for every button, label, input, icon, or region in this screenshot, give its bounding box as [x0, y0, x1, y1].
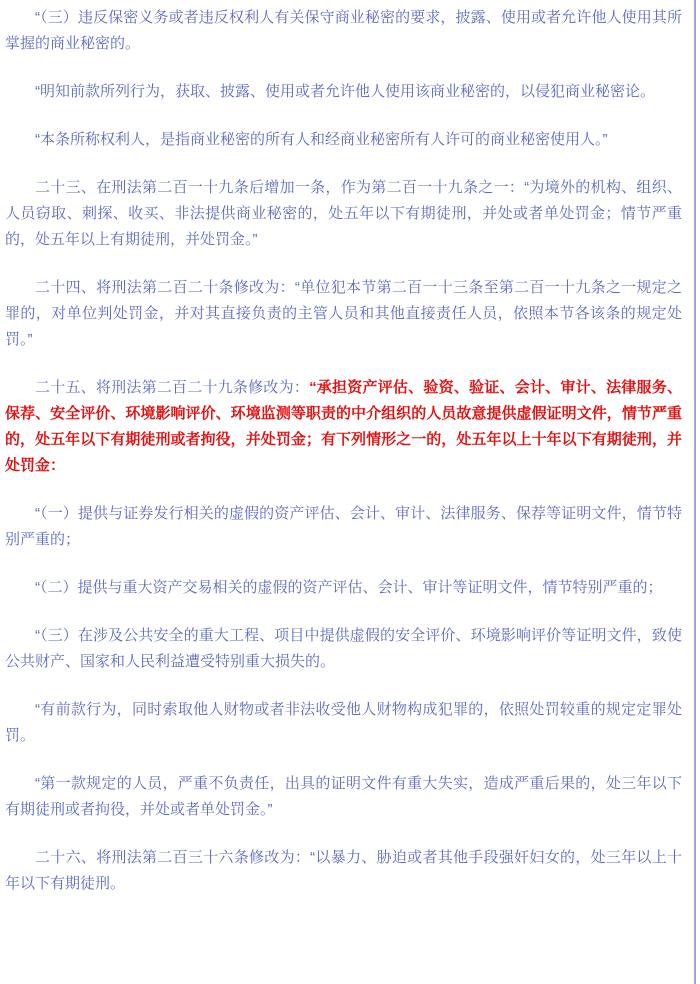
text-segment: 二十六、将刑法第二百三十六条修改为：“以暴力、胁迫或者其他手段强奸妇女的，处三年以上十年以下有期徒刑。 [5, 849, 682, 892]
table-right-border-line [694, 0, 696, 984]
paragraph [5, 623, 682, 675]
paragraph [5, 79, 682, 105]
paragraph [5, 575, 682, 601]
paragraph [5, 5, 682, 57]
text-segment: “有前款行为，同时索取他人财物或者非法收受他人财物构成犯罪的，依照处罚较重的规定定罪处罚。 [5, 701, 682, 744]
text-segment: “第一款规定的人员，严重不负责任，出具的证明文件有重大失实，造成严重后果的，处三年以下有期徒刑或者拘役，并处或者单处罚金。” [5, 775, 682, 818]
paragraph [5, 275, 682, 353]
text-segment: “（三）违反保密义务或者违反权利人有关保守商业秘密的要求，披露、使用或者允许他人使用其所掌握的商业秘密的。 [5, 9, 682, 52]
text-segment: “明知前款所列行为，获取、披露、使用或者允许他人使用该商业秘密的，以侵犯商业秘密论。 [35, 83, 655, 100]
text-segment: “本条所称权利人，是指商业秘密的所有人和经商业秘密所有人许可的商业秘密使用人。” [35, 131, 608, 148]
emphasized-text-segment: “承担资产评估、验资、验证、会计、审计、法律服务、保荐、安全评价、环境影响评价、环境监测等职责的中介组织的人员故意提供虚假证明文件，情节严重的，处五年以下有期徒刑或者拘役，并处罚金；有下列情形之一的，处五年以上十年以下有期徒刑，并处罚金： [5, 379, 682, 474]
paragraph [5, 697, 682, 749]
paragraph [5, 845, 682, 897]
paragraph [5, 771, 682, 823]
text-segment: “（三）在涉及公共安全的重大工程、项目中提供虚假的安全评价、环境影响评价等证明文件，致使公共财产、国家和人民利益遭受特别重大损失的。 [5, 627, 682, 670]
text-segment: 二十五、将刑法第二百二十九条修改为： [35, 379, 310, 396]
text-segment: “（二）提供与重大资产交易相关的虚假的资产评估、会计、审计等证明文件，情节特别严重的； [35, 579, 663, 596]
text-segment: “（一）提供与证券发行相关的虚假的资产评估、会计、审计、法律服务、保荐等证明文件，情节特别严重的； [5, 505, 682, 548]
paragraph [5, 127, 682, 153]
text-segment: 二十三、在刑法第二百一十九条后增加一条，作为第二百一十九条之一：“为境外的机构、组织、人员窃取、刺探、收买、非法提供商业秘密的，处五年以下有期徒刑，并处或者单处罚金；情节严重的，处五年以上有期徒刑，并处罚金。” [5, 179, 682, 248]
paragraph [5, 375, 682, 479]
paragraph [5, 175, 682, 253]
paragraph [5, 501, 682, 553]
text-segment: 二十四、将刑法第二百二十条修改为：“单位犯本节第二百一十三条至第二百一十九条之一规定之罪的，对单位判处罚金，并对其直接负责的主管人员和其他直接责任人员，依照本节各该条的规定处罚。” [5, 279, 682, 348]
